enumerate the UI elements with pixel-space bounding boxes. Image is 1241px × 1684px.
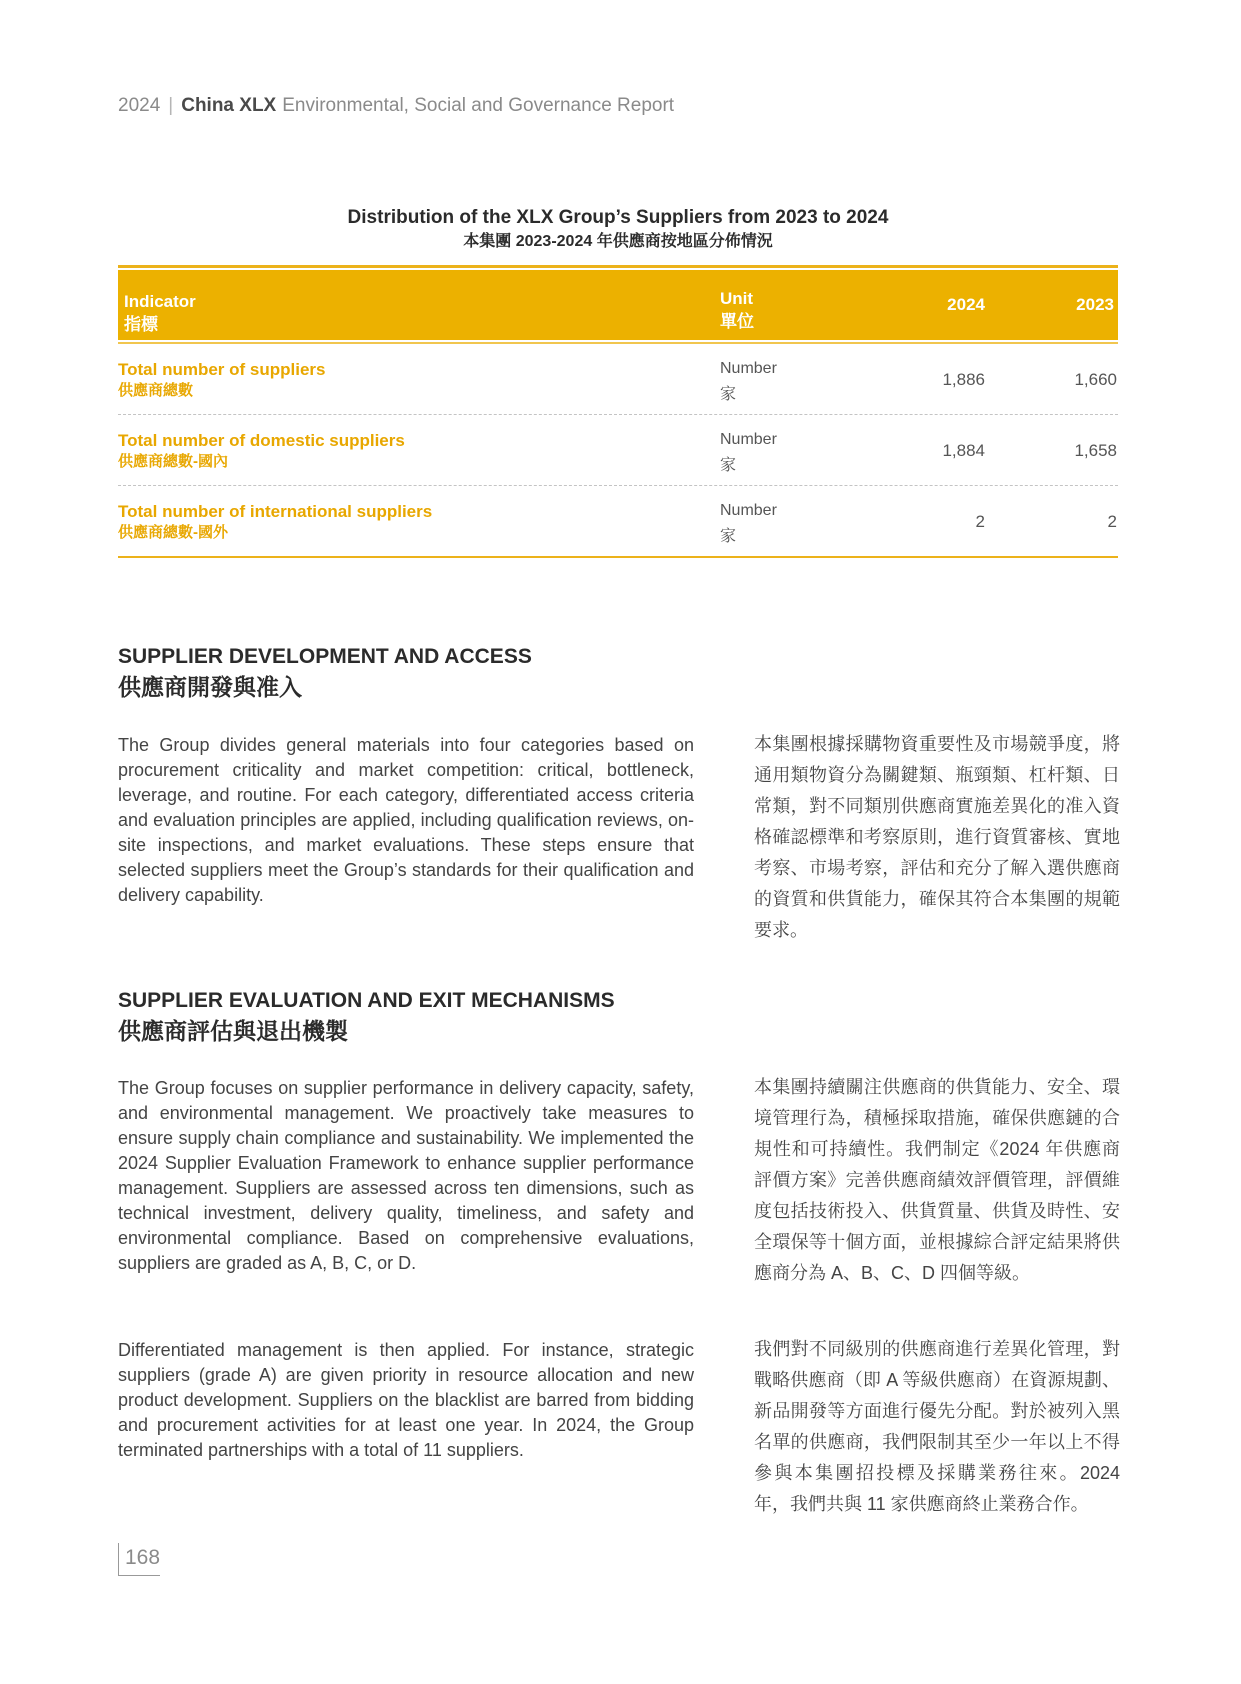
row-unit-zh: 家 (720, 528, 737, 545)
header-report-title: Environmental, Social and Governance Report (282, 95, 675, 116)
row-value-2024: 1,886 (942, 370, 985, 389)
paragraph-zh: 本集團持續關注供應商的供貨能力、安全、環境管理行為，積極採取措施，確保供應鏈的合規性和可持續性。我們制定《2024 年供應商評價方案》完善供應商績效評價管理，評價維度包括技術投入、供貨質量、供貨及時性、安全環保等十個方面，並根據綜合評定結果將供應商分為 A、B、C、D 四個等級。 (754, 1077, 1120, 1283)
paragraph-en: The Group focuses on supplier performance in delivery capacity, safety, and environmental management. We proactively take measures to ensure supply chain compliance and sustainability. We implemented the 2024 Supplier Evaluation Framework to enhance supplier performance management. Suppliers are assessed across ten dimensions, such as technical investment, delivery quality, timeliness, and safety and environmental compliance. Based on comprehensive evaluations, suppliers are graded as A, B, C, or D. (118, 1078, 694, 1273)
paragraph-en: Differentiated management is then applied. For instance, strategic suppliers (grade A) are given priority in resource allocation and new product development. Suppliers on the blacklist are barred from bidding and procurement activities for at least one year. In 2024, the Group terminated partnerships with a total of 11 suppliers. (118, 1340, 694, 1460)
row-indicator (118, 359, 325, 401)
row-indicator-en: Total number of international suppliers (118, 502, 433, 521)
section-title-zh: 供應商開發與准入 (118, 674, 302, 700)
row-unit-en: Number (720, 431, 777, 448)
row-value-2024: 1,884 (942, 441, 985, 460)
paragraph-zh: 本集團根據採購物資重要性及市場競爭度，將通用類物資分為關鍵類、瓶頸類、杠杆類、日常類，對不同類別供應商實施差異化的准入資格確認標準和考察原則，進行資質審核、實地考察、市場考察，評估和充分了解入選供應商的資質和供貨能力，確保其符合本集團的規範要求。 (754, 734, 1120, 940)
header-year: 2024 (118, 95, 161, 116)
header-unit (720, 287, 754, 333)
row-value-2024: 2 (975, 512, 985, 531)
row-unit (720, 356, 777, 408)
section-title-zh: 供應商評估與退出機製 (118, 1018, 348, 1044)
paragraph-zh: 我們對不同級別的供應商進行差異化管理，對戰略供應商（即 A 等級供應商）在資源規劃、新品開發等方面進行優先分配。對於被列入黑名單的供應商，我們限制其至少一年以上不得參與本集團招投標及採購業務往來。2024 年，我們共與 11 家供應商終止業務合作。 (754, 1339, 1120, 1514)
row-unit (720, 427, 777, 479)
row-indicator-zh: 供應商總數 (118, 382, 194, 399)
row-value-2023: 1,658 (1074, 441, 1117, 460)
table-title (118, 205, 1118, 253)
table-row (118, 486, 1118, 558)
header-year-2023: 2023 (1076, 295, 1114, 314)
row-unit-en: Number (720, 360, 777, 377)
section-title-development (118, 643, 532, 703)
section-title-en: SUPPLIER EVALUATION AND EXIT MECHANISMS (118, 989, 615, 1012)
table-title-zh: 本集團 2023-2024 年供應商按地區分佈情況 (463, 233, 773, 250)
row-indicator (118, 501, 432, 543)
row-indicator-zh: 供應商總數-國內 (118, 453, 228, 470)
row-indicator (118, 430, 405, 472)
row-unit-zh: 家 (720, 457, 737, 474)
header-separator: | (168, 95, 174, 116)
header-indicator-zh: 指標 (124, 315, 158, 334)
supplier-distribution-table (118, 265, 1118, 558)
row-indicator-en: Total number of domestic suppliers (118, 431, 405, 450)
row-unit-zh: 家 (720, 386, 737, 403)
row-indicator-en: Total number of suppliers (118, 360, 326, 379)
row-unit (720, 498, 777, 550)
table-header-row (118, 270, 1118, 340)
table-top-rule (118, 265, 1118, 268)
section-title-en: SUPPLIER DEVELOPMENT AND ACCESS (118, 645, 532, 668)
header-unit-zh: 單位 (720, 312, 754, 331)
header-year-2024: 2024 (947, 295, 985, 314)
table-row (118, 415, 1118, 486)
paragraph-en: The Group divides general materials into four categories based on procurement criticality and market competition: critical, bottleneck, leverage, and routine. For each category, differentiated access criteria and evaluation principles are applied, including qualification reviews, on-site inspections, and market evaluations. These steps ensure that selected suppliers meet the Group’s standards for their qualification and delivery capability. (118, 735, 694, 905)
section-title-evaluation (118, 987, 615, 1047)
header-company: China XLX (181, 95, 277, 116)
header-unit-en: Unit (720, 289, 754, 308)
table-title-en: Distribution of the XLX Group’s Suppliers from 2023 to 2024 (347, 207, 889, 228)
table-row (118, 344, 1118, 415)
header-indicator-en: Indicator (124, 292, 196, 311)
row-unit-en: Number (720, 502, 777, 519)
page-number: 168 (118, 1543, 160, 1576)
page-header (118, 95, 674, 117)
row-value-2023: 1,660 (1074, 370, 1117, 389)
row-indicator-zh: 供應商總數-國外 (118, 524, 228, 541)
header-indicator (124, 290, 196, 336)
row-value-2023: 2 (1107, 512, 1117, 531)
